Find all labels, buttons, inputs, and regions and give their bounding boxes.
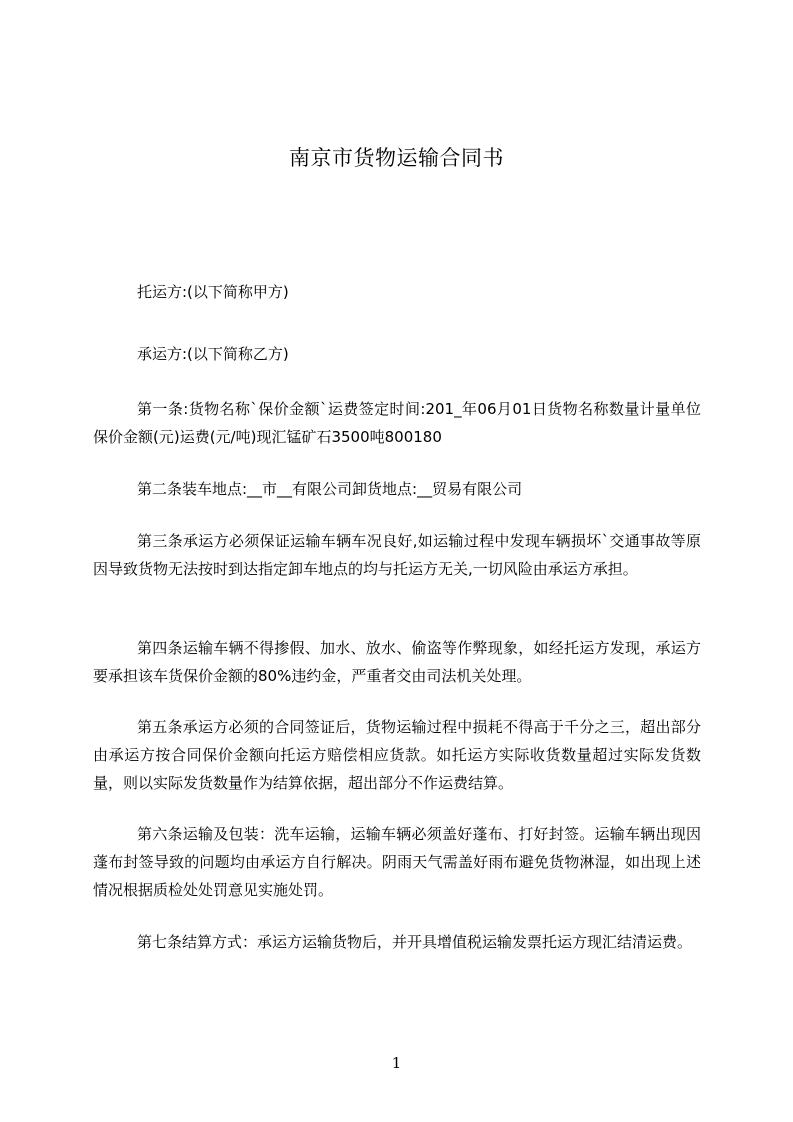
article-2: 第二条装车地点:__市__有限公司卸货地点:__贸易有限公司 bbox=[137, 480, 523, 498]
carrier-line: 承运方:(以下简称乙方) bbox=[137, 345, 289, 363]
article-7: 第七条结算方式：承运方运输货物后，并开具增值税运输发票托运方现汇结清运费。 bbox=[137, 933, 693, 951]
shipper-line: 托运方:(以下简称甲方) bbox=[137, 283, 289, 301]
article-3: 第三条承运方必须保证运输车辆车况良好,如运输过程中发现车辆损坏`交通事故等原因导致货物无法按时到达指定卸车地点的均与托运方无关,一切风险由承运方承担。 bbox=[93, 532, 701, 578]
article-5: 第五条承运方必须的合同签证后，货物运输过程中损耗不得高于千分之三，超出部分由承运方按合同保价金额向托运方赔偿相应货款。如托运方实际收货数量超过实际发货数量，则以实际发货数量作为结算依据，超出部分不作运费结算。 bbox=[93, 718, 701, 792]
page-title: 南京市货物运输合同书 bbox=[289, 146, 504, 170]
article-1: 第一条:货物名称`保价金额`运费签定时间:201_年06月01日货物名称数量计量单位保价金额(元)运费(元/吨)现汇锰矿石3500吨800180 bbox=[93, 400, 701, 446]
article-6: 第六条运输及包装：洗车运输，运输车辆必须盖好蓬布、打好封签。运输车辆出现因蓬布封签导致的问题均由承运方自行解决。阴雨天气需盖好雨布避免货物淋湿，如出现上述情况根据质检处处罚意见实施处罚。 bbox=[93, 825, 701, 899]
page-number: 1 bbox=[391, 1054, 402, 1072]
article-4: 第四条运输车辆不得掺假、加水、放水、偷盗等作弊现象，如经托运方发现，承运方要承担该车货保价金额的80%违约金，严重者交由司法机关处理。 bbox=[93, 639, 701, 685]
